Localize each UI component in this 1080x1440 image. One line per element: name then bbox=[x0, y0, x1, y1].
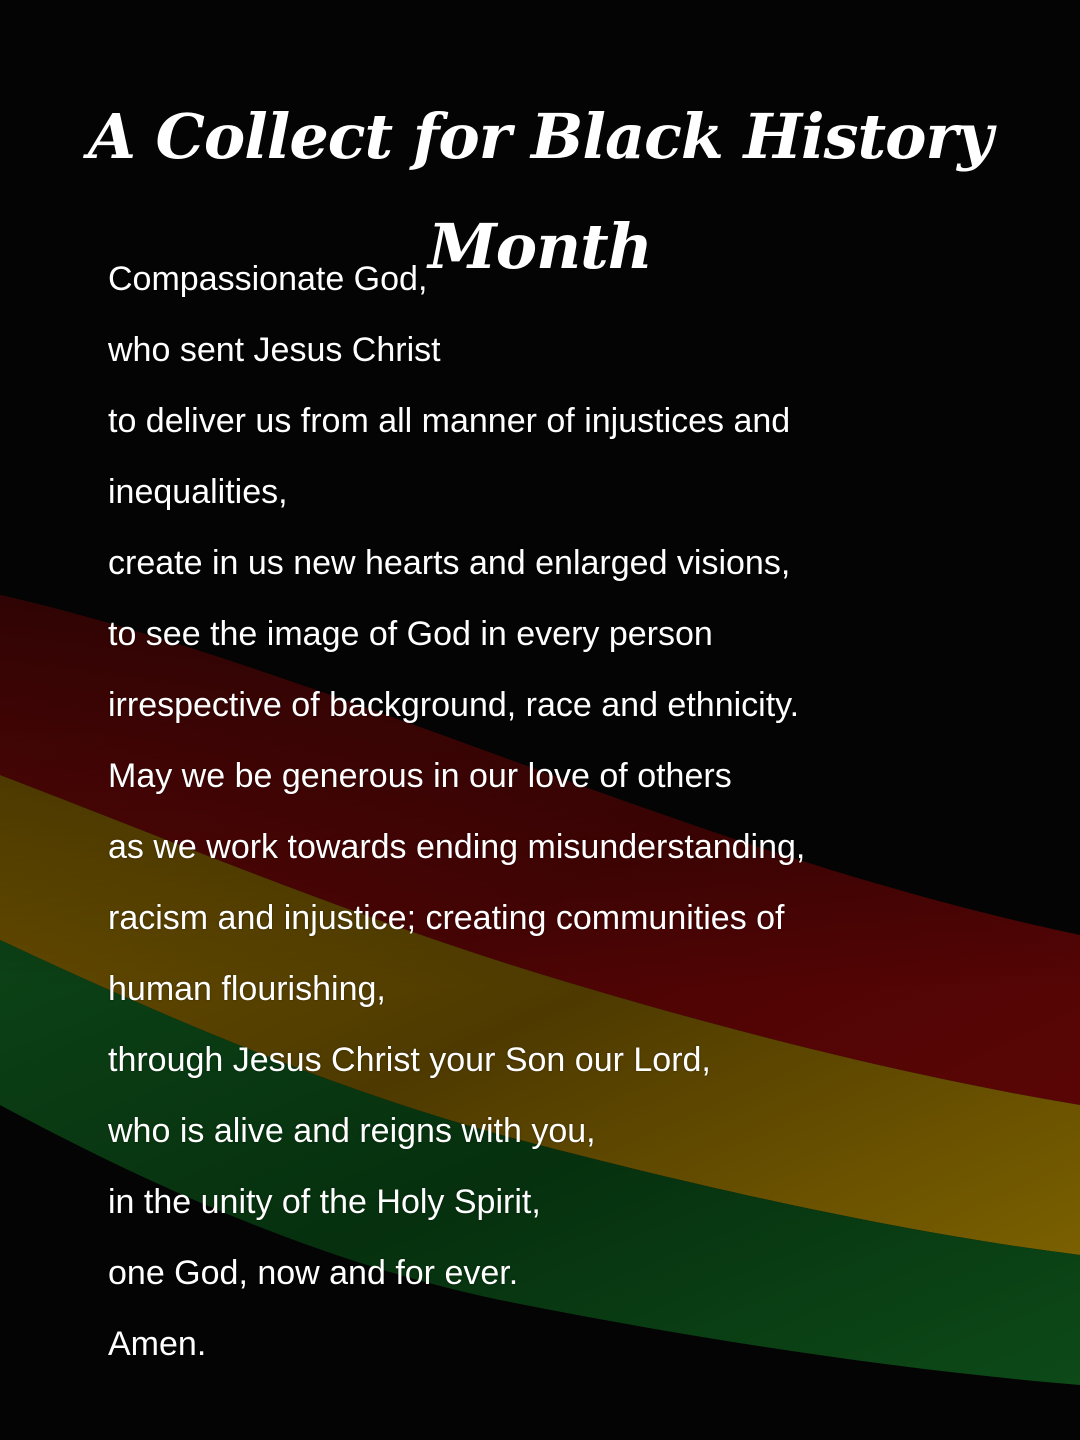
prayer-line: irrespective of background, race and ethnicity. bbox=[108, 686, 800, 724]
prayer-line: who sent Jesus Christ bbox=[108, 331, 441, 369]
prayer-line: racism and injustice; creating communities of bbox=[108, 899, 785, 937]
page-title: A Collect for Black History Month bbox=[87, 100, 993, 283]
prayer-line: May we be generous in our love of others bbox=[108, 757, 732, 795]
prayer-line: in the unity of the Holy Spirit, bbox=[108, 1183, 541, 1221]
prayer-line: one God, now and for ever. bbox=[108, 1254, 519, 1292]
prayer-line: to deliver us from all manner of injustices and bbox=[108, 402, 791, 440]
prayer-line: create in us new hearts and enlarged visions, bbox=[108, 544, 791, 582]
prayer-line: to see the image of God in every person bbox=[108, 615, 713, 653]
prayer-line: human flourishing, bbox=[108, 970, 386, 1008]
prayer-line: inequalities, bbox=[108, 473, 288, 511]
prayer-text bbox=[108, 244, 1008, 1380]
prayer-line: Amen. bbox=[108, 1325, 207, 1363]
prayer-line: as we work towards ending misunderstanding, bbox=[108, 828, 806, 866]
prayer-line: Compassionate God, bbox=[108, 260, 428, 298]
prayer-line: through Jesus Christ your Son our Lord, bbox=[108, 1041, 711, 1079]
prayer-line: who is alive and reigns with you, bbox=[108, 1112, 596, 1150]
